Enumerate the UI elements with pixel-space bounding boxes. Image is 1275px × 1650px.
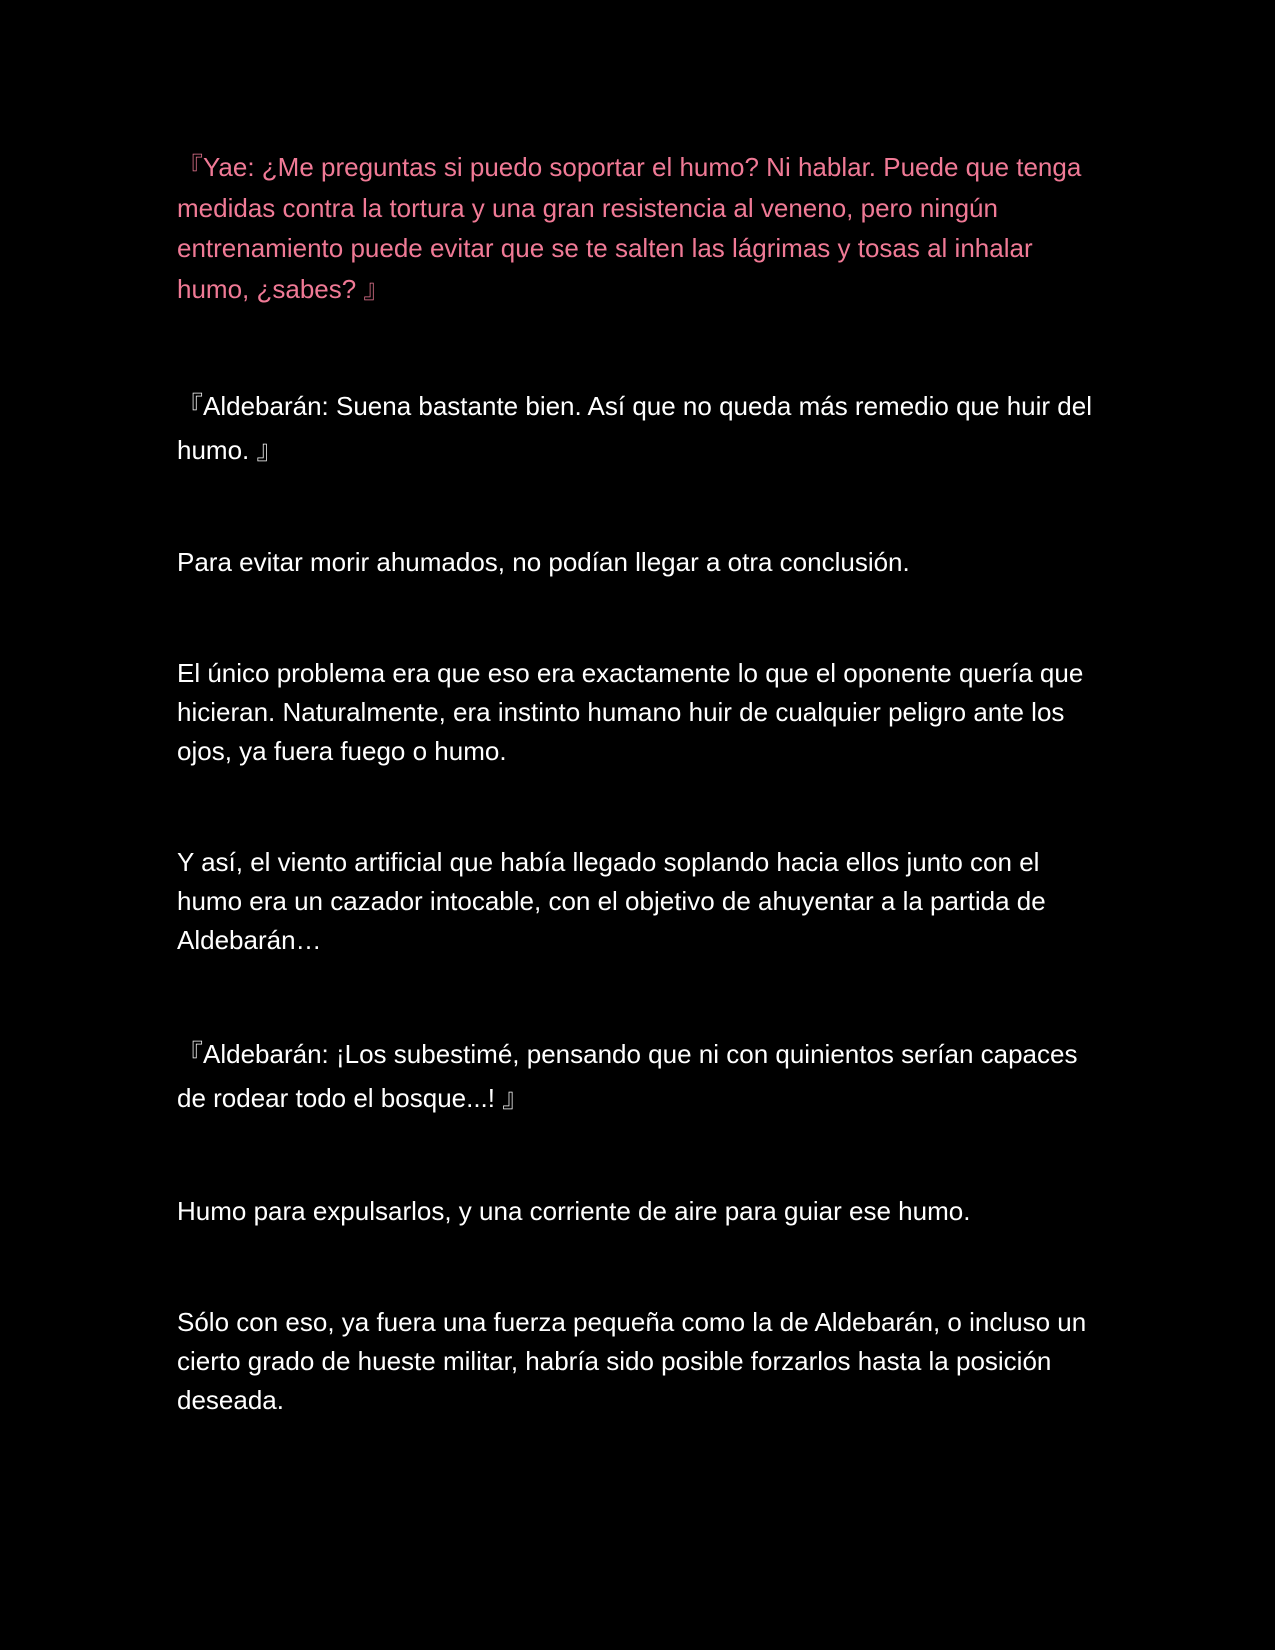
narration-paragraph: El único problema era que eso era exactamente lo que el oponente quería que hicieran. Naturalmente, era instinto humano huir de cualquier peligro ante los ojos, ya fuera fuego o humo. [177,658,1084,766]
narration-paragraph: Sólo con eso, ya fuera una fuerza pequeña como la de Aldebarán, o incluso un cierto grado de hueste militar, habría sido posible forzarlos hasta la posición deseada. [177,1307,1087,1415]
narration-paragraph: Humo para expulsarlos, y una corriente de aire para guiar ese humo. [177,1196,971,1226]
narration-paragraph: Para evitar morir ahumados, no podían llegar a otra conclusión. [177,547,910,577]
dialogue-yae: 『Yae: ¿Me preguntas si puedo soportar el humo? Ni hablar. Puede que tenga medidas contra la tortura y una gran resistencia al veneno, pero ningún entrenamiento puede evitar que se te salten las lágrimas y tosas al inhalar humo, ¿sabes? 』 [177,152,1082,304]
narration-paragraph: Y así, el viento artificial que había llegado soplando hacia ellos junto con el humo era un cazador intocable, con el objetivo de ahuyentar a la partida de Aldebarán… [177,847,1046,955]
dialogue-aldebaran: 『Aldebarán: ¡Los subestimé, pensando que ni con quinientos serían capaces de rodear todo el bosque...! 』 [177,1039,1078,1113]
dialogue-aldebaran: 『Aldebarán: Suena bastante bien. Así que no queda más remedio que huir del humo. 』 [177,391,1092,465]
